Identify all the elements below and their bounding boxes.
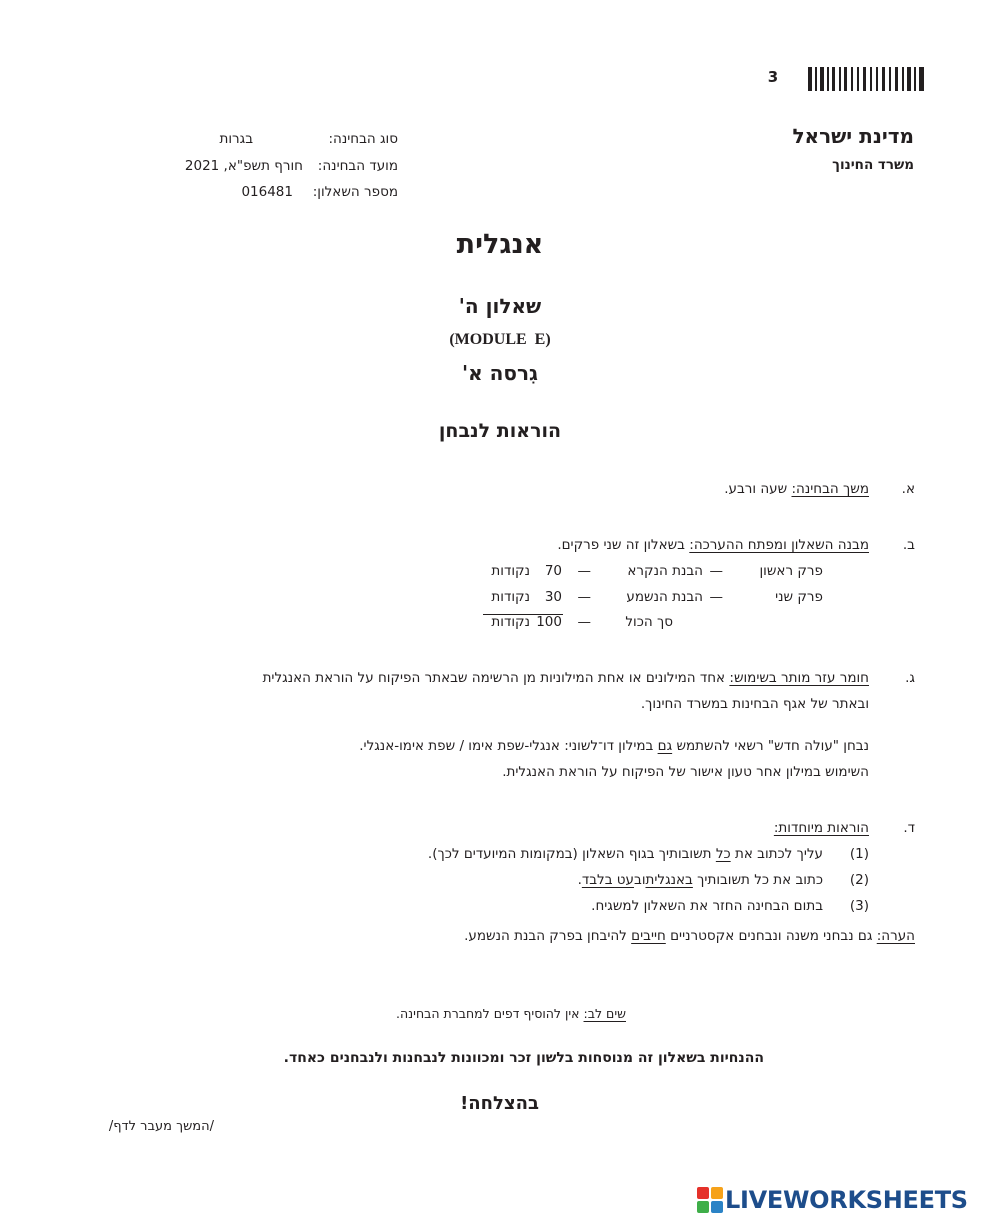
score-row-dash: — (709, 589, 723, 605)
section-d-label: הוראות מיוחדות: (773, 820, 869, 836)
special-item-text: בתום הבחינה החזר את השאלון למשגיח. (591, 898, 823, 914)
section-c-text: אחד המילונים או אחת המילוניות מן הרשימה שבאתר הפיקוח על הוראת האנגלית (262, 670, 726, 686)
section-a-letter: א. (901, 481, 915, 497)
score-total-unit: נקודות (491, 614, 530, 630)
special-item-part: וב (634, 872, 646, 888)
score-row-name: הבנת הנקרא (627, 563, 703, 579)
attention-label: שים לב: (583, 1006, 626, 1021)
page-number: 3 (767, 68, 779, 86)
gender-note: ההנחיות בשאלון זה מנוסחות בלשון זכר ומכוונות לנבחנות ולנבחנים כאחד. (283, 1050, 764, 1066)
score-row-part: פרק ראשון (759, 563, 823, 579)
special-item-text (428, 846, 823, 862)
section-b-value: בשאלון זה שני פרקים. (557, 537, 685, 553)
score-row-dash: — (577, 563, 591, 579)
special-item-number: (3) (849, 898, 869, 914)
special-item-emphasis: כל (715, 846, 731, 862)
section-c-line: השימוש במילון אחר טעון אישור של הפיקוח על הוראת האנגלית. (502, 764, 869, 780)
special-item-part: עליך לכתוב את (734, 846, 823, 862)
score-row-name: הבנת הנשמע (626, 589, 703, 605)
exam-date-value: חורף תשפ"א, 2021 (184, 158, 303, 174)
attention-line (396, 1006, 626, 1021)
special-item-emphasis: עט בלבד (581, 872, 635, 888)
section-c-emphasis: גם (657, 738, 673, 754)
score-row-points: 70 (544, 563, 562, 579)
liveworksheets-logo (697, 1183, 968, 1217)
score-row-points: 30 (544, 589, 562, 605)
special-item-text (578, 872, 823, 888)
score-row-unit: נקודות (491, 589, 530, 605)
section-b-text (557, 537, 869, 553)
score-total-label: סך הכול (625, 614, 673, 630)
version-title: גִרסה א' (462, 361, 538, 385)
section-c-line (359, 738, 869, 754)
section-a-text (724, 481, 869, 497)
good-luck: בהצלחה! (460, 1093, 539, 1114)
special-item-number: (1) (849, 846, 869, 862)
section-a-value: שעה ורבע. (724, 481, 788, 497)
section-c-text: נבחן "עולה חדש" רשאי להשתמש (676, 738, 869, 754)
score-row-unit: נקודות (491, 563, 530, 579)
section-c-line (263, 670, 869, 686)
note-text: להיבחן בפרק הבנת הנשמע. (464, 928, 627, 944)
note-text: גם נבחני משנה ונבחנים אקסטרניים (670, 928, 873, 944)
note-line (464, 928, 915, 944)
continue-note: /המשך מעבר לדף/ (108, 1119, 214, 1134)
section-b-label: מבנה השאלון ומפתח ההערכה: (689, 537, 869, 553)
section-c-letter: ג. (905, 670, 915, 686)
module-hebrew: שאלון ה' (458, 294, 542, 318)
attention-text: אין להוסיף דפים למחברת הבחינה. (396, 1006, 580, 1021)
state-name: מדינת ישראל (792, 124, 914, 148)
section-a-label: משך הבחינה: (791, 481, 869, 497)
section-c-line: ובאתר של אגף הבחינות במשרד החינוך. (640, 696, 869, 712)
section-c-label: חומר עזר מותר בשימוש: (729, 670, 869, 686)
section-c-text: במילון דו־לשוני: אנגלי-שפת אימו / שפת אימו-אנגלי. (359, 738, 654, 754)
exam-date-label: מועד הבחינה: (317, 158, 398, 174)
barcode-icon (808, 67, 924, 91)
special-item-emphasis: באנגלית (645, 872, 693, 888)
score-total-points: 100 (536, 614, 562, 630)
note-emphasis: חייבים (631, 928, 666, 944)
score-row-dash: — (709, 563, 723, 579)
note-label: הערה: (876, 928, 915, 944)
logo-text: LIVEWORKSHEETS (725, 1186, 968, 1214)
subject-title: אנגלית (456, 229, 544, 260)
ministry-name: משרד החינוך (832, 157, 914, 173)
logo-squares-icon (697, 1187, 723, 1213)
score-row-part: פרק שני (775, 589, 823, 605)
exam-type-label: סוג הבחינה: (328, 131, 398, 147)
exam-type-value: בגרות (219, 131, 253, 147)
questionnaire-number-label: מספר השאלון: (312, 184, 398, 200)
section-d-letter: ד. (903, 820, 915, 836)
questionnaire-number-value: 016481 (241, 184, 293, 200)
module-english: (MODULE E) (449, 331, 551, 348)
score-row-dash: — (577, 614, 591, 630)
section-b-letter: ב. (902, 537, 915, 553)
special-item-part: כתוב את כל תשובותיך (697, 872, 823, 888)
special-item-number: (2) (849, 872, 869, 888)
score-row-dash: — (577, 589, 591, 605)
special-item-part: תשובותיך בגוף השאלון (במקומות המיועדים לכך). (427, 846, 712, 862)
instructions-title: הוראות לנבחן (438, 420, 562, 442)
special-item-part: . (577, 872, 582, 888)
